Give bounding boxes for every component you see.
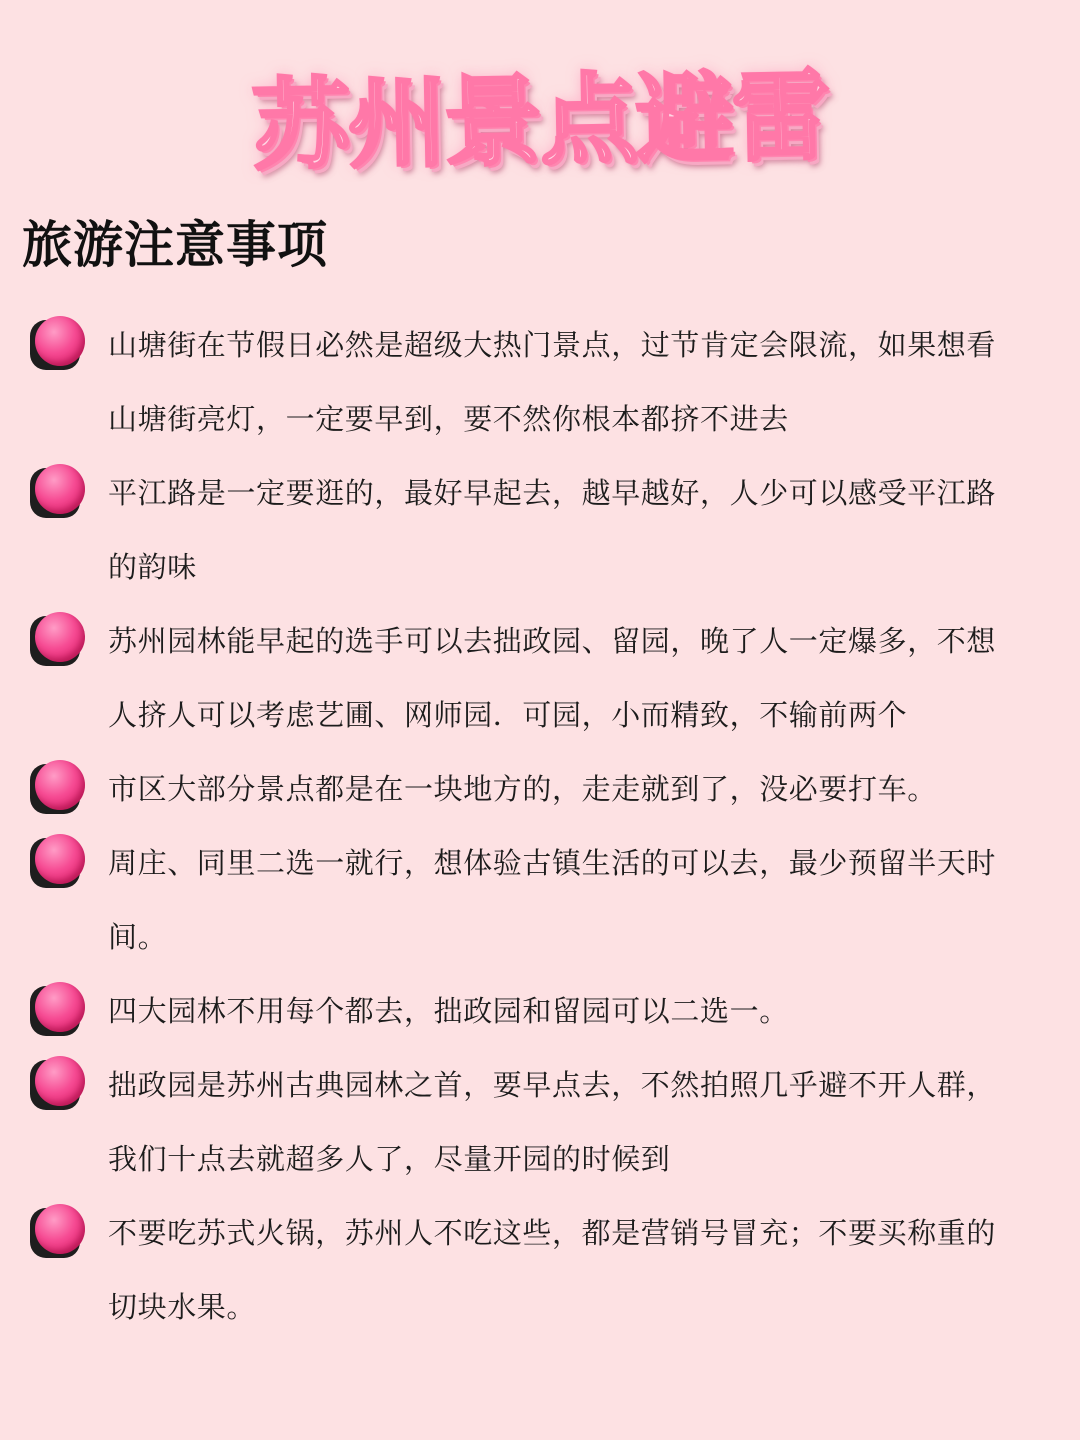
list-item-text: 平江路是一定要逛的，最好早起去，越早越好，人少可以感受平江路的韵味 <box>108 476 997 584</box>
list-item-text: 山塘街在节假日必然是超级大热门景点，过节肯定会限流，如果想看山塘街亮灯，一定要早到，要不然你根本都挤不进去 <box>108 328 997 436</box>
list-item-text: 苏州园林能早起的选手可以去拙政园、留园，晚了人一定爆多，不想人挤人可以考虑艺圃、网师园．可园，小而精致，不输前两个 <box>108 624 997 732</box>
pink-ball-icon <box>30 760 86 816</box>
pink-ball-icon <box>30 464 86 520</box>
tips-list <box>0 308 1080 1344</box>
pink-ball-icon <box>30 316 86 372</box>
pink-ball-icon <box>30 834 86 890</box>
pink-ball-icon <box>30 1204 86 1260</box>
list-item <box>0 1196 1080 1344</box>
page-title: 苏州景点避雷 <box>251 59 829 185</box>
title-wrap <box>0 59 1080 185</box>
section-heading: 旅游注意事项 <box>22 216 328 274</box>
list-item <box>0 308 1080 456</box>
list-item <box>0 1048 1080 1196</box>
list-item-text: 四大园林不用每个都去，拙政园和留园可以二选一。 <box>108 994 789 1028</box>
list-item <box>0 826 1080 974</box>
list-item <box>0 456 1080 604</box>
pink-ball-icon <box>30 1056 86 1112</box>
list-item-text: 不要吃苏式火锅，苏州人不吃这些，都是营销号冒充；不要买称重的切块水果。 <box>108 1216 997 1324</box>
pink-ball-icon <box>30 982 86 1038</box>
list-item <box>0 752 1080 826</box>
list-item <box>0 604 1080 752</box>
pink-ball-icon <box>30 612 86 668</box>
list-item-text: 拙政园是苏州古典园林之首，要早点去，不然拍照几乎避不开人群，我们十点去就超多人了，尽量开园的时候到 <box>108 1068 997 1176</box>
list-item <box>0 974 1080 1048</box>
list-item-text: 市区大部分景点都是在一块地方的，走走就到了，没必要打车。 <box>108 772 937 806</box>
list-item-text: 周庄、同里二选一就行，想体验古镇生活的可以去，最少预留半天时间。 <box>108 846 997 954</box>
